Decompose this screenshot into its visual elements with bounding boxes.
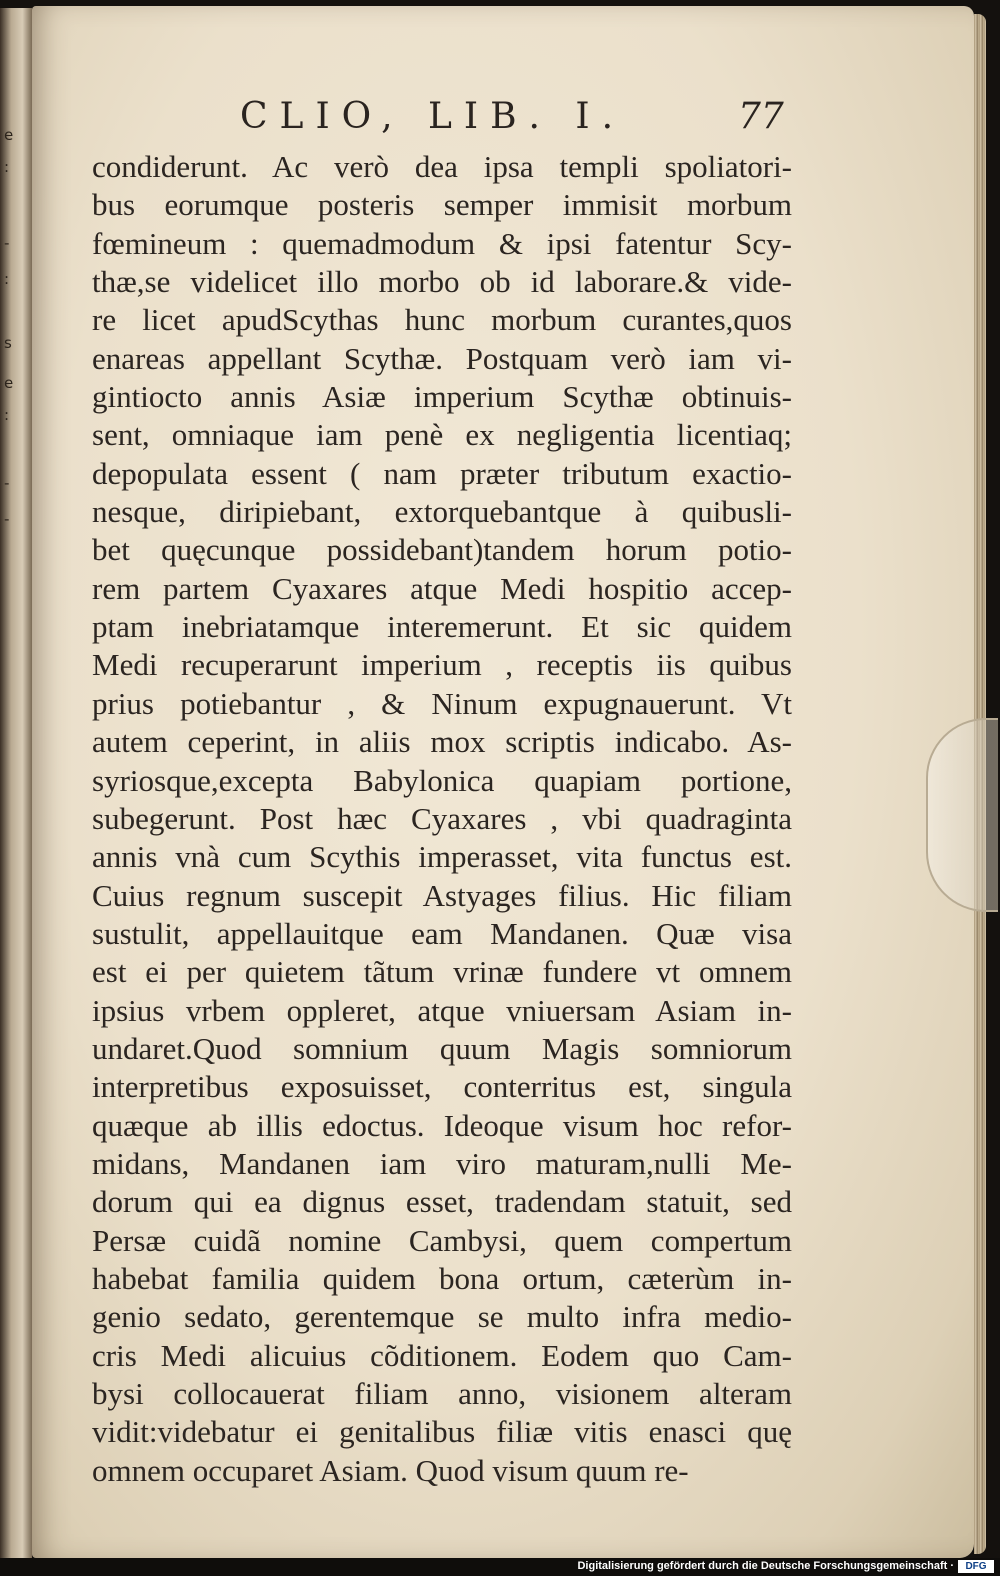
text-line: sustulit, appellauitque eam Mandanen. Quæ visa <box>92 915 792 951</box>
adjacent-mark: e <box>4 126 14 144</box>
funding-credit: Digitalisierung gefördert durch die Deutsche Forschungsgemeinschaft · <box>577 1560 954 1572</box>
page-clip <box>926 718 998 912</box>
text-line: gintiocto annis Asiæ imperium Scythæ obtinuis- <box>92 379 792 415</box>
adjacent-mark: e <box>4 374 14 392</box>
text-line: bysi collocauerat filiam anno, visionem alteram <box>92 1376 792 1411</box>
text-line: Persæ cuidã nomine Cambysi, quem compertum <box>92 1222 792 1258</box>
text-line: ipsius vrbem oppleret, atque vniuersam Asiam in- <box>92 992 792 1028</box>
adjacent-mark: : <box>4 406 10 424</box>
adjacent-mark: : <box>4 158 10 176</box>
text-line: interpretibus exposuisset, conterritus est, singula <box>92 1069 792 1105</box>
text-line: bet quęcunque possidebant)tandem horum potio- <box>92 532 792 568</box>
text-line: condiderunt. Ac verò dea ipsa templi spoliatori- <box>92 149 792 184</box>
text-line: enareas appellant Scythæ. Postquam verò iam vi- <box>92 340 792 376</box>
text-line: undaret.Quod somnium quum Magis somniorum <box>92 1030 792 1066</box>
adjacent-mark: s <box>4 334 12 352</box>
text-line: nesque, diripiebant, extorquebantque à quibusli- <box>92 494 792 530</box>
adjacent-mark: - <box>4 234 10 252</box>
text-line: omnem occuparet Asiam. Quod visum quum re- <box>92 1452 689 1488</box>
text-line: thæ,se videlicet illo morbo ob id laborare.& vide- <box>92 264 792 300</box>
adjacent-mark: - <box>4 474 10 492</box>
text-line: vidit:videbatur ei genitalibus filiæ vitis enasci quę <box>92 1414 792 1450</box>
running-head: CLIO, LIB. I. <box>240 96 626 137</box>
text-line: Medi recuperarunt imperium , receptis iis quibus <box>92 647 792 683</box>
text-line: midans, Mandanen iam viro maturam,nulli Me- <box>92 1145 792 1181</box>
text-line: ptam inebriatamque interemerunt. Et sic quidem <box>92 609 792 645</box>
text-line: dorum qui ea dignus esset, tradendam statuit, sed <box>92 1184 792 1220</box>
body-text <box>92 148 792 1490</box>
dfg-logo: DFG <box>958 1560 994 1573</box>
text-line: re licet apudScythas hunc morbum curantes,quos <box>92 302 792 338</box>
text-line: fœmineum : quemadmodum & ipsi fatentur Scy- <box>92 225 792 261</box>
text-line: annis vnà cum Scythis imperasset, vita functus est. <box>92 839 792 875</box>
adjacent-mark: - <box>4 510 10 528</box>
text-line: depopulata essent ( nam præter tributum exactio- <box>92 455 792 491</box>
adjacent-page-marks <box>0 8 20 1568</box>
text-line: bus eorumque posteris semper immisit morbum <box>92 187 792 223</box>
text-line: sent, omniaque iam penè ex negligentia licentiaq; <box>92 417 792 453</box>
adjacent-page-edge <box>0 8 32 1568</box>
page-number: 77 <box>738 96 784 137</box>
text-line: est ei per quietem tãtum vrinæ fundere vt omnem <box>92 954 792 990</box>
text-line: autem ceperint, in aliis mox scriptis indicabo. As- <box>92 724 792 760</box>
text-line: Cuius regnum suscepit Astyages filius. Hic filiam <box>92 877 792 913</box>
adjacent-mark: : <box>4 270 10 288</box>
text-line: subegerunt. Post hæc Cyaxares , vbi quadraginta <box>92 800 792 836</box>
text-line: rem partem Cyaxares atque Medi hospitio accep- <box>92 570 792 606</box>
text-line: cris Medi alicuius cõditionem. Eodem quo Cam- <box>92 1337 792 1373</box>
text-line: habebat familia quidem bona ortum, cæterùm in- <box>92 1260 792 1296</box>
text-line: prius potiebantur , & Ninum expugnauerunt. Vt <box>92 685 792 721</box>
text-line: genio sedato, gerentemque se multo infra medio- <box>92 1299 792 1335</box>
text-line: quæque ab illis edoctus. Ideoque visum hoc refor- <box>92 1107 792 1143</box>
text-line: syriosque,excepta Babylonica quapiam portione, <box>92 762 792 798</box>
